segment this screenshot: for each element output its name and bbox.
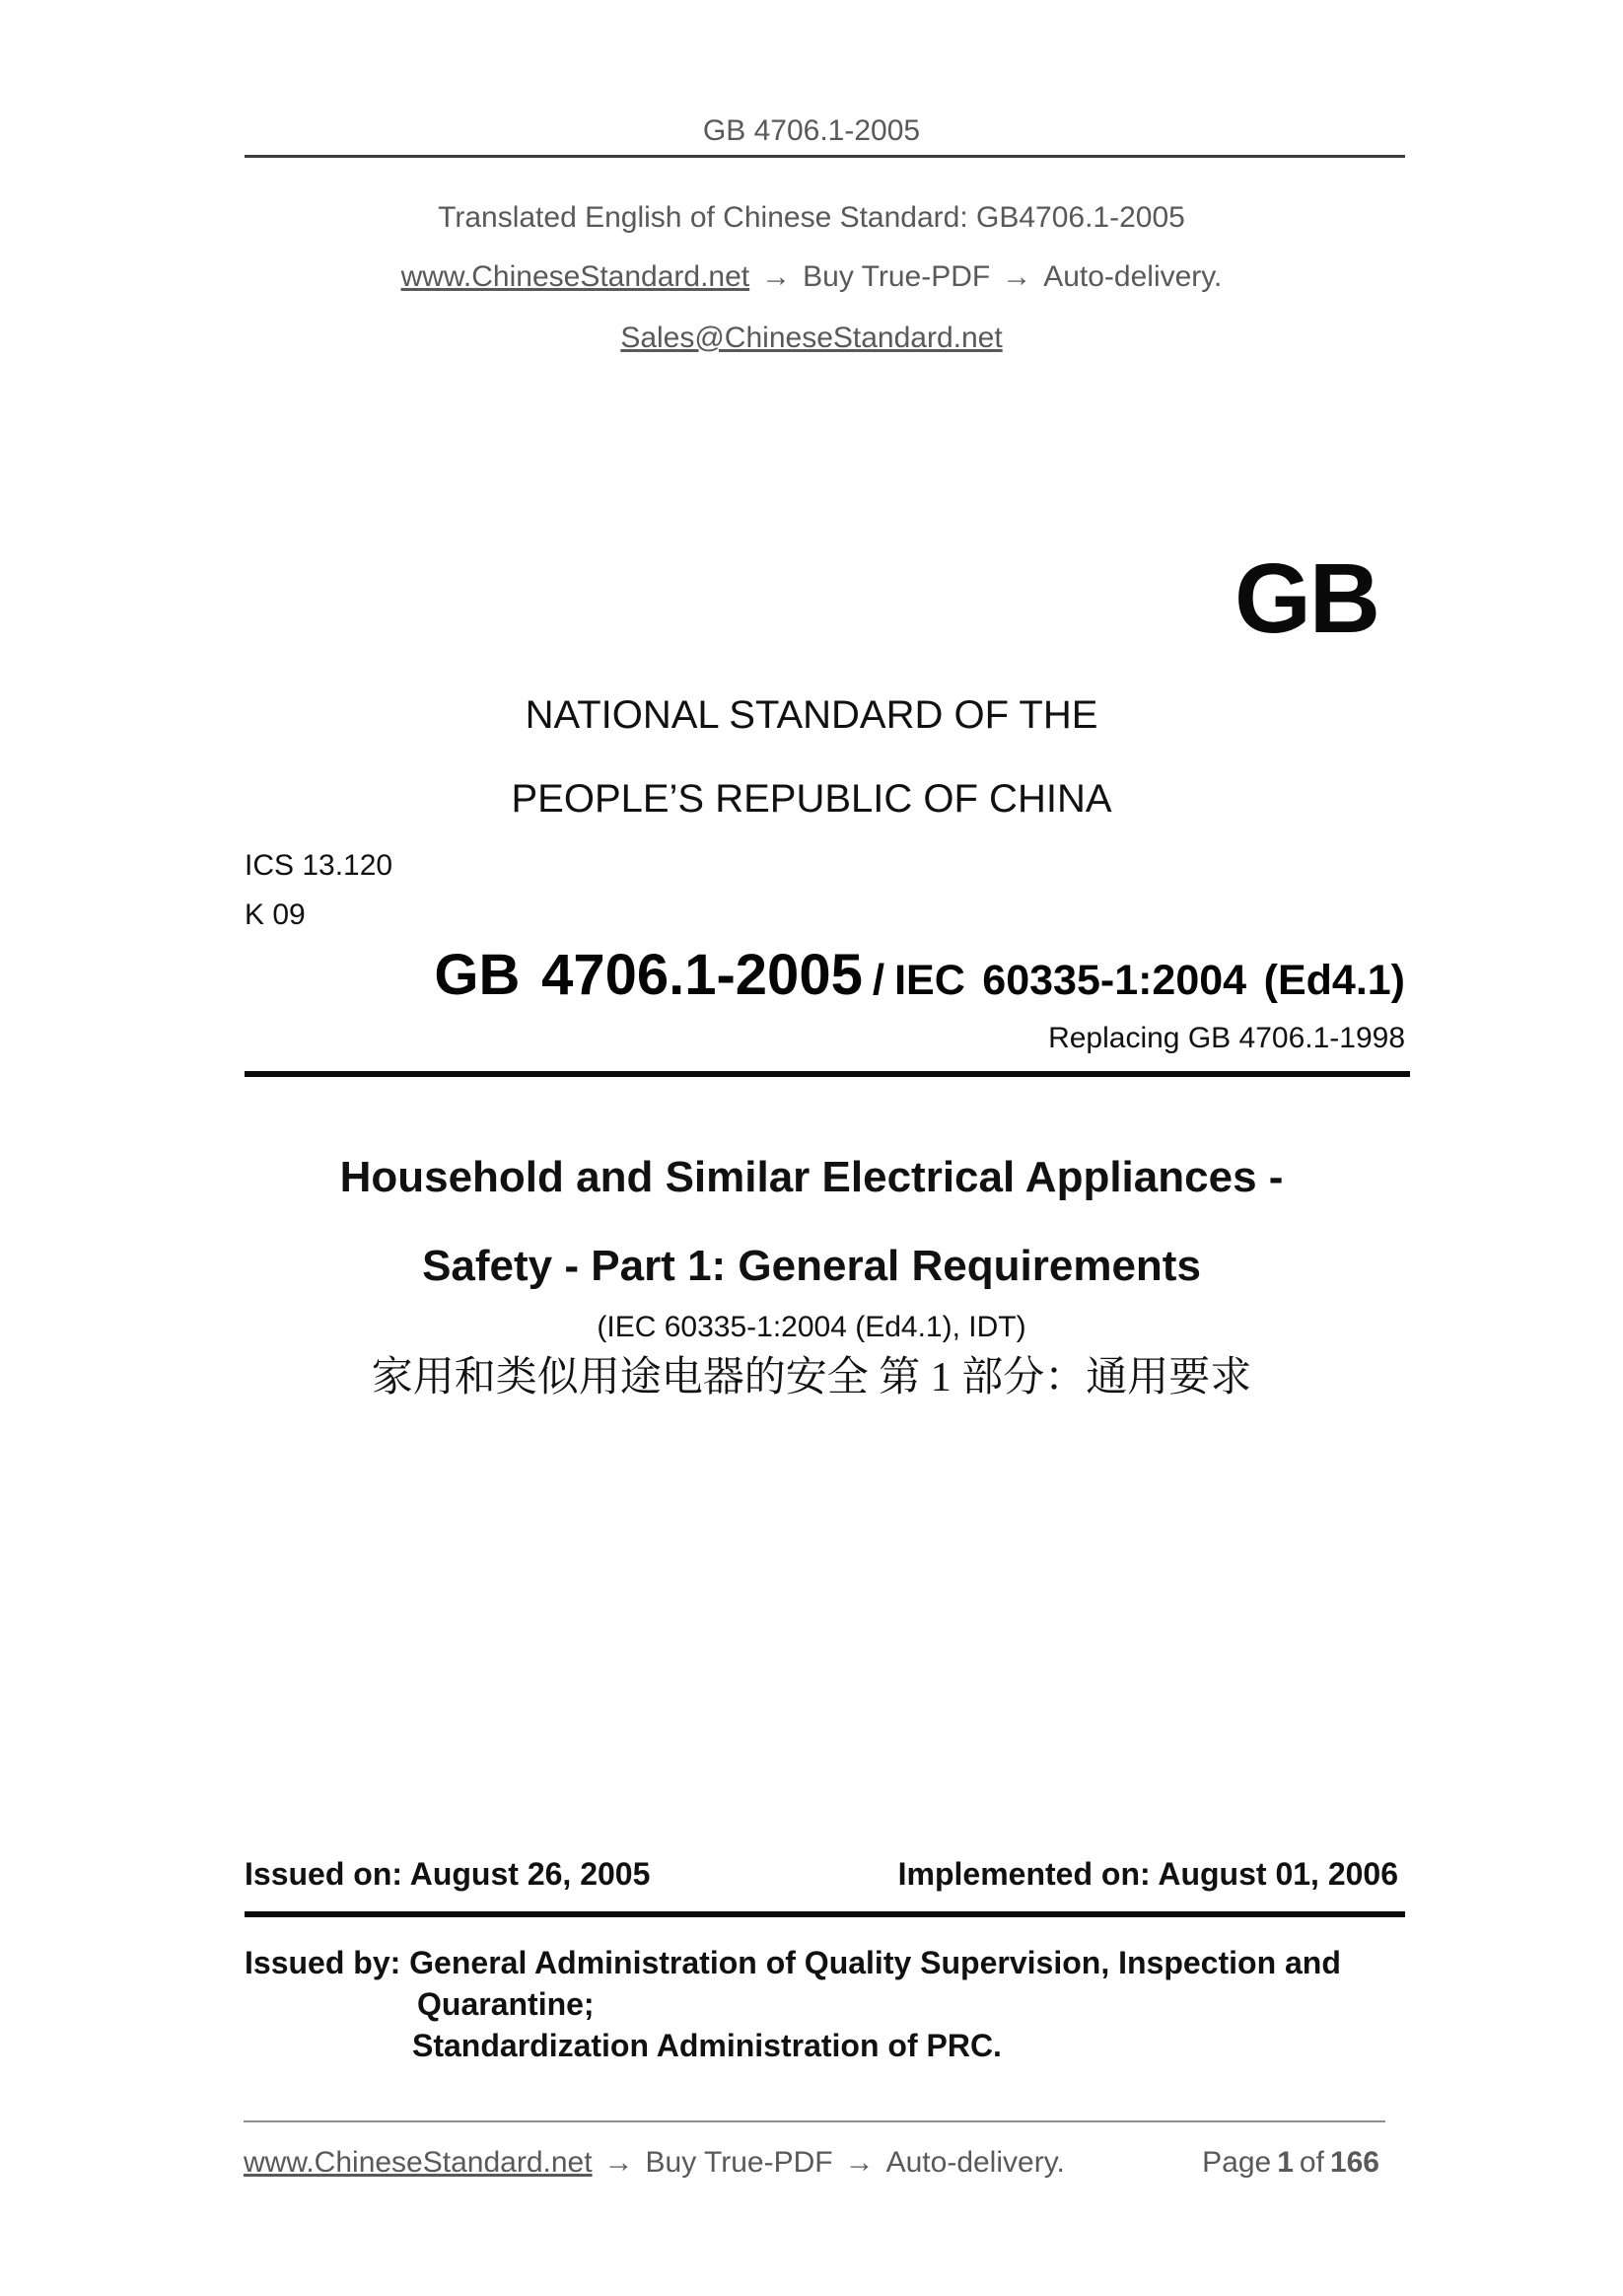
arrow-right-icon: →	[603, 2146, 634, 2179]
auto-delivery-label: Auto-delivery.	[1043, 260, 1223, 293]
issuer-line2: Quarantine;	[417, 1986, 595, 2022]
divider-rule-top	[245, 1071, 1410, 1077]
replacing-note: Replacing GB 4706.1-1998	[1048, 1022, 1405, 1054]
idt-note: (IEC 60335-1:2004 (Ed4.1), IDT)	[597, 1311, 1026, 1343]
issuer-line1: Issued by: General Administration of Quality Supervision, Inspection and	[245, 1945, 1341, 1980]
footer-buy-true-pdf-label: Buy True-PDF	[645, 2146, 833, 2179]
arrow-right-icon: →	[761, 260, 792, 293]
sales-email-link[interactable]: Sales@ChineseStandard.net	[620, 322, 1003, 354]
gb-emblem: GB	[1235, 543, 1378, 654]
page-of-label: of	[1299, 2146, 1324, 2179]
header-rule	[245, 155, 1405, 158]
page-label: Page	[1202, 2146, 1272, 2179]
standard-number-line	[434, 943, 1405, 1007]
issuer-line3: Standardization Administration of PRC.	[412, 2028, 1002, 2063]
header-buy-line	[0, 262, 1623, 292]
translated-note: Translated English of Chinese Standard: GB4706.1-2005	[438, 201, 1185, 234]
buy-true-pdf-label: Buy True-PDF	[803, 260, 991, 293]
national-standard-line1: NATIONAL STANDARD OF THE	[525, 693, 1098, 737]
footer-auto-delivery-label: Auto-delivery.	[885, 2146, 1065, 2179]
page-total: 166	[1329, 2146, 1379, 2179]
footer-site-link[interactable]: www.ChineseStandard.net	[244, 2146, 593, 2179]
arrow-right-icon: →	[844, 2146, 875, 2179]
sales-email-line	[0, 323, 1623, 353]
title-english-line2: Safety - Part 1: General Requirements	[422, 1242, 1201, 1290]
implemented-date: Implemented on: August 01, 2006	[897, 1856, 1398, 1892]
title-english-line1: Household and Similar Electrical Appliances -	[339, 1153, 1284, 1201]
page-indicator	[1202, 2148, 1385, 2178]
national-standard-line2: PEOPLE’S REPUBLIC OF CHINA	[511, 777, 1112, 821]
issued-date: Issued on: August 26, 2005	[245, 1856, 651, 1892]
footer-buy-line	[244, 2148, 1065, 2178]
arrow-right-icon: →	[1002, 260, 1032, 293]
category-code: K 09	[245, 898, 306, 931]
standard-number-separator: /	[872, 956, 885, 1004]
iec-standard-number: IEC 60335-1:2004 (Ed4.1)	[894, 957, 1405, 1004]
running-header-doc-number: GB 4706.1-2005	[702, 114, 921, 147]
title-chinese: 家用和类似用途电器的安全 第 1 部分：通用要求	[371, 1355, 1252, 1400]
divider-rule-bottom	[245, 1911, 1405, 1917]
footer-rule	[244, 2120, 1385, 2122]
gb-standard-number: GB 4706.1-2005	[434, 943, 863, 1007]
site-link[interactable]: www.ChineseStandard.net	[400, 260, 750, 293]
ics-code: ICS 13.120	[245, 849, 393, 882]
page-current: 1	[1277, 2146, 1294, 2179]
